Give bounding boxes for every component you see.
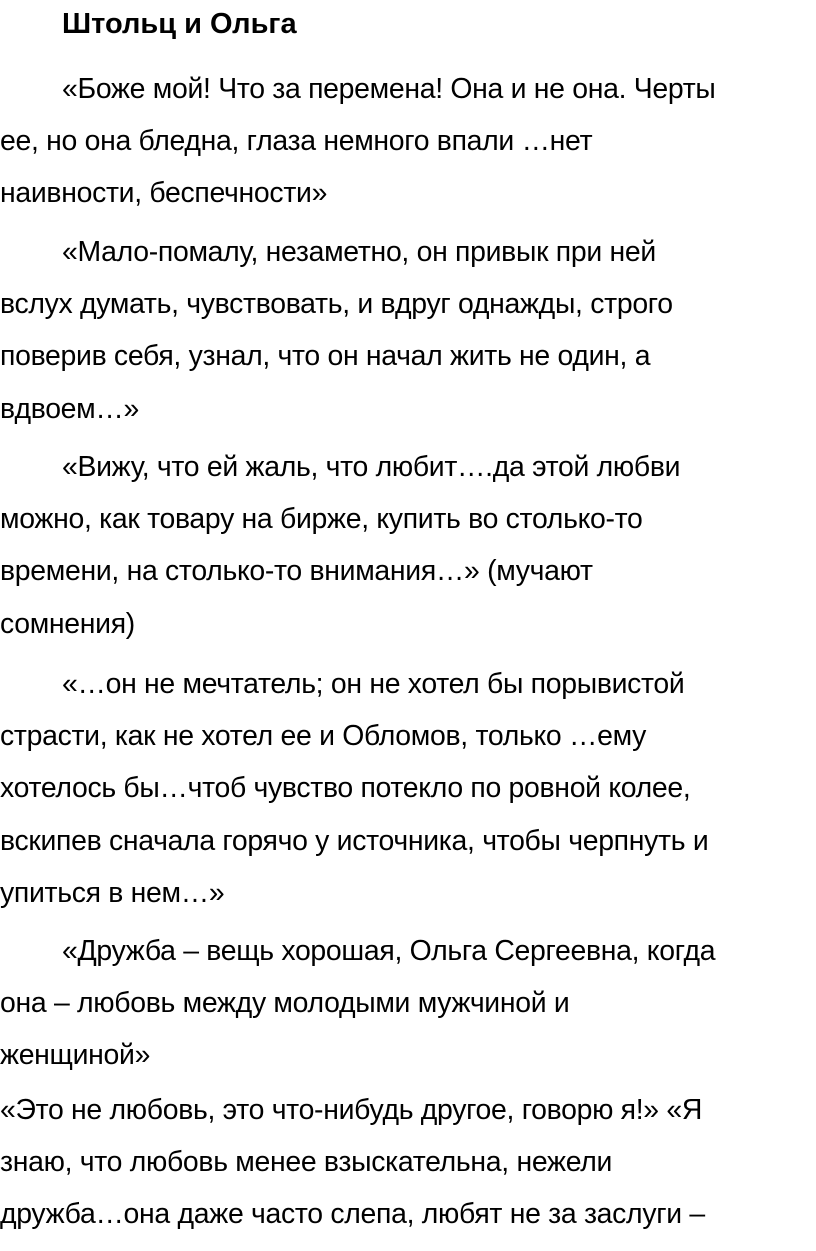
- paragraph-6: [0, 1084, 816, 1241]
- paragraph-line: хотелось бы…чтоб чувство потекло по ровной колее,: [0, 772, 691, 805]
- paragraph-line: сомнения): [0, 607, 135, 640]
- paragraph-line: можно, как товару на бирже, купить во столько-то: [0, 503, 643, 536]
- paragraph-line: времени, на столько-то внимания…» (мучают: [0, 555, 593, 588]
- paragraph-line: вскипев сначала горячо у источника, чтобы черпнуть и: [0, 824, 709, 857]
- paragraph-line: «Мало-помалу, незаметно, он привык при ней: [62, 236, 656, 268]
- paragraph-3: [0, 441, 816, 650]
- paragraph-line: «Вижу, что ей жаль, что любит….да этой любви: [62, 451, 681, 483]
- paragraph-1: [0, 63, 816, 220]
- paragraph-line: вслух думать, чувствовать, и вдруг однажды, строго: [0, 288, 673, 321]
- paragraph-line: «Это не любовь, это что-нибудь другое, говорю я!» «Я: [0, 1094, 703, 1126]
- paragraph-2: [0, 226, 816, 435]
- paragraph-line: женщиной»: [0, 1039, 151, 1072]
- paragraph-line: знаю, что любовь менее взыскательна, нежели: [0, 1146, 613, 1179]
- paragraph-line: страсти, как не хотел ее и Обломов, только …ему: [0, 720, 646, 753]
- paragraph-5: [0, 925, 816, 1082]
- paragraph-line: «Боже мой! Что за перемена! Она и не она. Черты: [62, 73, 716, 105]
- paragraph-line: «…он не мечтатель; он не хотел бы порывистой: [62, 668, 685, 700]
- paragraph-line: она – любовь между молодыми мужчиной и: [0, 987, 570, 1020]
- paragraph-line: дружба…она даже часто слепа, любят не за заслуги –: [0, 1198, 705, 1231]
- paragraph-line: «Дружба – вещь хорошая, Ольга Сергеевна, когда: [62, 935, 716, 967]
- document-title: Штольц и Ольга: [62, 8, 297, 40]
- paragraph-line: поверив себя, узнал, что он начал жить не один, а: [0, 340, 651, 373]
- paragraph-line: упиться в нем…»: [0, 876, 225, 909]
- paragraph-line: наивности, беспечности»: [0, 177, 328, 210]
- paragraph-line: ее, но она бледна, глаза немного впали …нет: [0, 125, 593, 158]
- paragraph-4: [0, 658, 816, 919]
- paragraph-line: вдвоем…»: [0, 392, 139, 425]
